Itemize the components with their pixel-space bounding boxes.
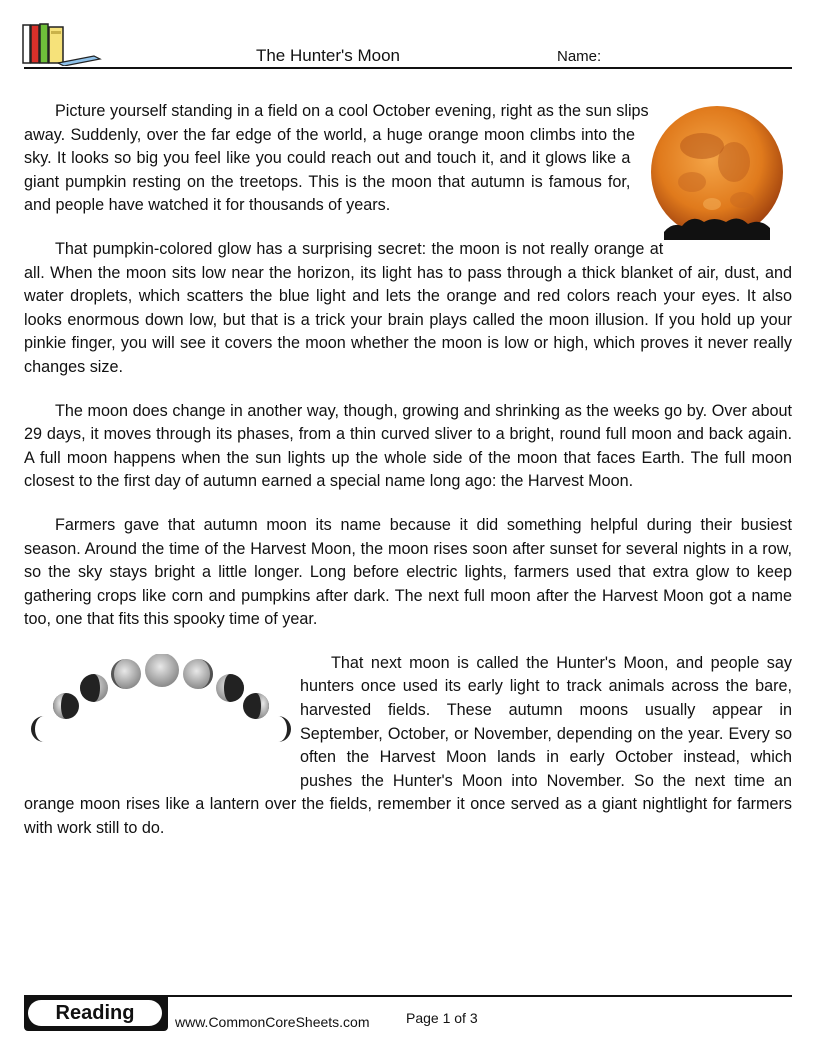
- paragraph: The moon does change in another way, though, growing and shrinking as the weeks go by. Over about 29 days, it moves through its phases, from a thin curved sliver to a bright, round full moon and back again. A full moon happens when the sun lights up the whole side of the moon that faces Earth. The full moon closest to the first day of autumn earned a special name long ago: the Harvest Moon.: [24, 401, 792, 491]
- article-body: [24, 100, 792, 861]
- site-url: www.CommonCoreSheets.com: [175, 1014, 370, 1030]
- paragraph: Farmers gave that autumn moon its name because it did something helpful during their busiest season. Around the time of the Harvest Moon, the moon rises soon after sunset for several nights in a row, so the sky stays bright a little longer. Long before electric lights, farmers used that extra glow to keep gathering crops like corn and pumpkins after dark. The next full moon after the Harvest Moon got a name too, one that fits this spooky time of year.: [24, 515, 792, 629]
- page-title: The Hunter's Moon: [255, 46, 401, 65]
- paragraph: That pumpkin-colored glow has a surprising secret: the moon is not really orange at all. When the moon sits low near the horizon, its light has to pass through a thick blanket of air, dust, and water droplets, which scatters the blue light and lets the orange and red colors reach your eyes. It also looks enormous down low, but that is a trick your brain plays called the moon illusion. If you hold up your pinkie finger, you will see it covers the moon whether the moon is low or high, which proves it never really changes size.: [24, 239, 792, 376]
- name-label: Name:: [557, 48, 602, 65]
- header-rule: [24, 67, 792, 69]
- reading-badge-label: Reading: [28, 1000, 162, 1026]
- paragraph: [24, 100, 792, 218]
- page-header: [0, 0, 816, 70]
- orange-full-moon-image: [642, 104, 792, 248]
- paragraph-text: Picture yourself standing in a field on a cool October evening, right as the sun slips away. Suddenly, over the far edge of the world, a huge orange moon climbs into the sky. It looks so big you feel like you could reach out and touch it, and it glows like a giant pumpkin resting on the treetops. This is the moon that autumn is famous for, and people have watched it for thousands of years.: [24, 102, 649, 215]
- page-number: Page 1 of 3: [406, 1010, 478, 1026]
- moon-phases-image: [30, 654, 292, 766]
- paragraph: [24, 652, 792, 841]
- paragraph-text: That next moon is called the Hunter's Moon, and people say hunters once used its early light to track animals across the bare, harvested fields. These autumn moons usually appear in September, October, or November, depending on the year. Every so often the Harvest Moon lands in early October instead, which pushes the Hunter's Moon into November. So the next time an orange moon rises like a lantern over the fields, remember it once served as a giant nightlight for farmers with work still to do.: [24, 653, 792, 838]
- reading-badge: [24, 997, 168, 1031]
